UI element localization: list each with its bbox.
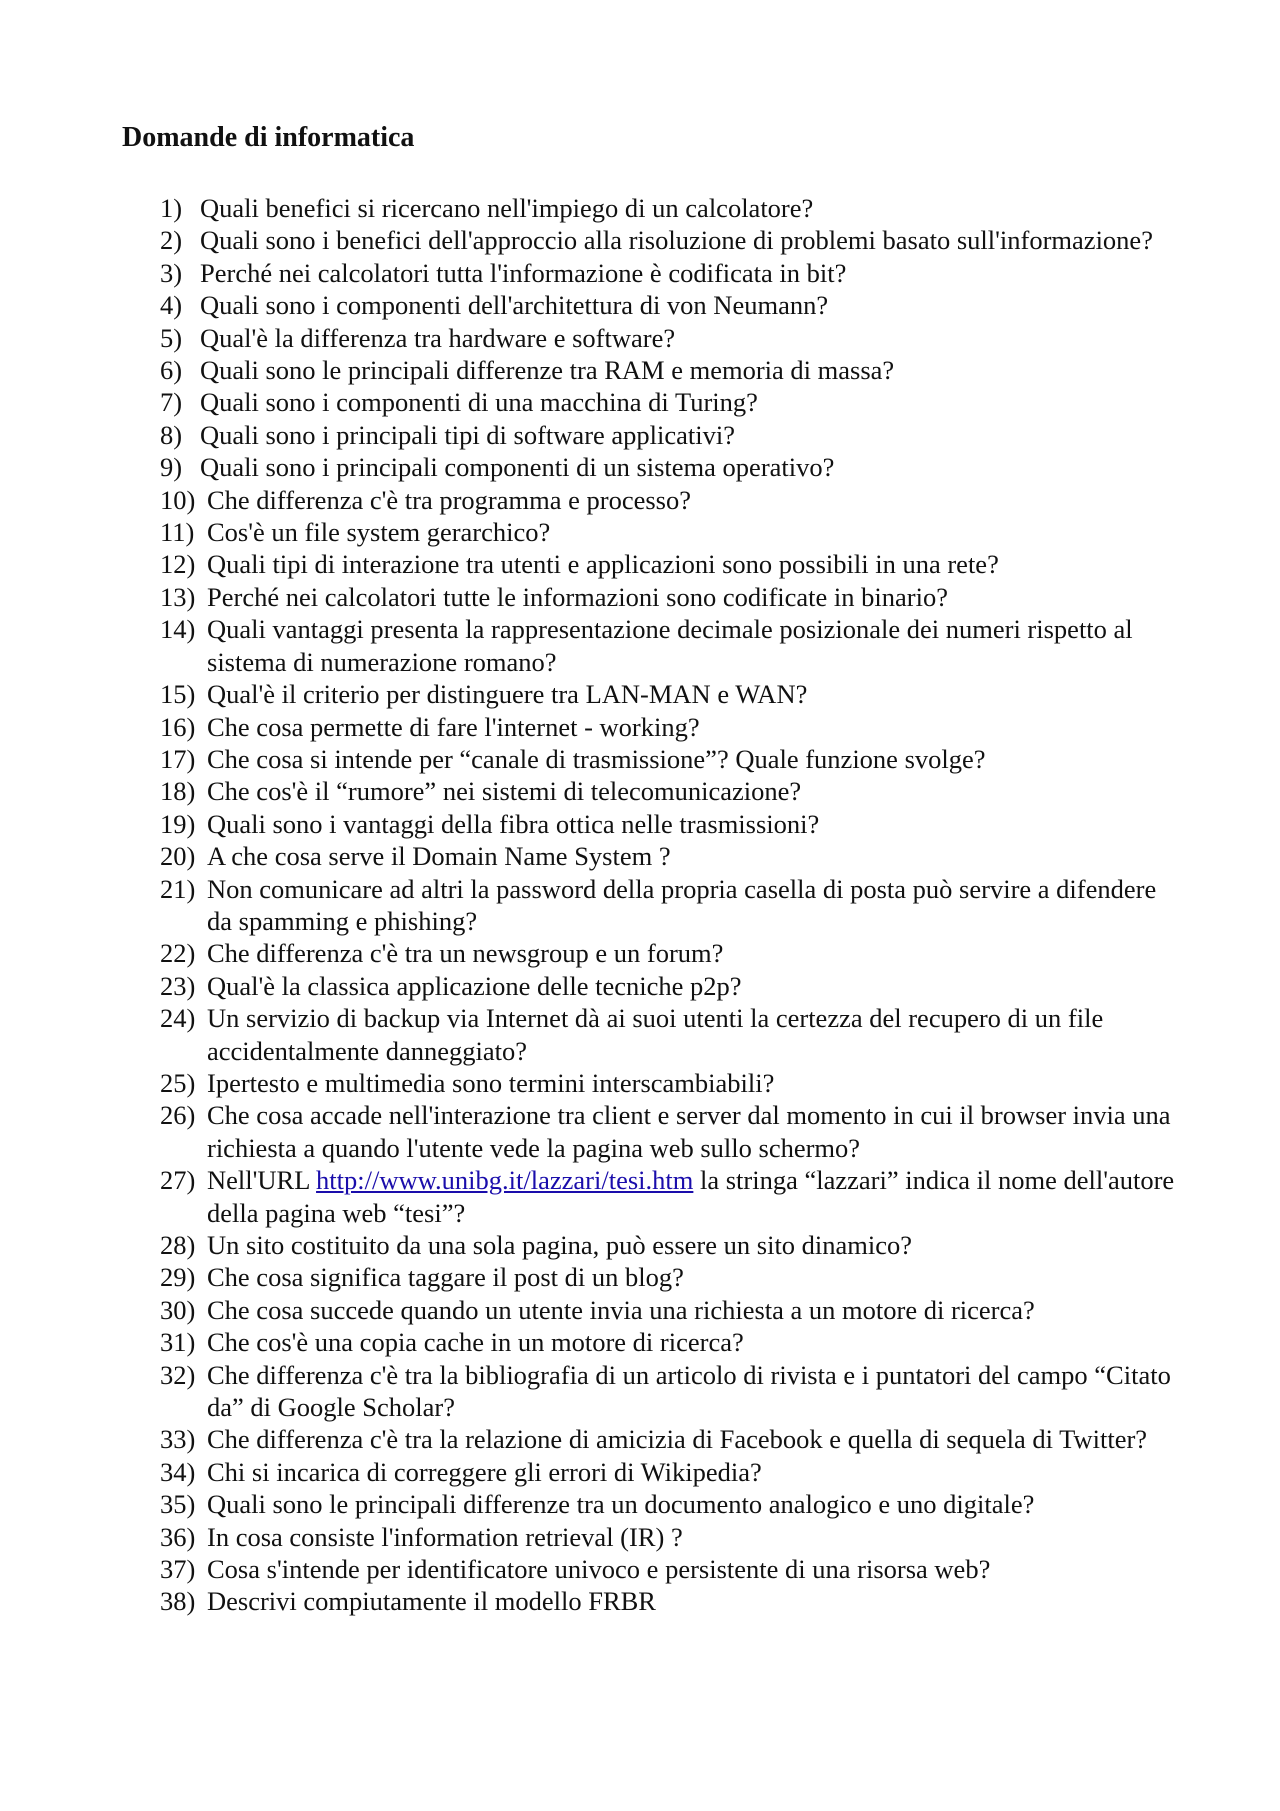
question-text bbox=[207, 1164, 1180, 1229]
question-item bbox=[160, 743, 1180, 775]
question-number: 18) bbox=[160, 776, 196, 807]
question-text: Chi si incarica di correggere gli errori di Wikipedia? bbox=[207, 1456, 762, 1487]
question-number: 27) bbox=[160, 1165, 196, 1196]
question-text: Che cosa significa taggare il post di un blog? bbox=[207, 1262, 684, 1293]
question-number: 13) bbox=[160, 581, 196, 612]
question-item bbox=[160, 1359, 1180, 1424]
question-text-before-link: Nell'URL bbox=[207, 1165, 317, 1196]
question-text: Perché nei calcolatori tutte le informazioni sono codificate in binario? bbox=[207, 581, 948, 612]
question-item bbox=[160, 1229, 1180, 1261]
question-number: 37) bbox=[160, 1554, 196, 1585]
question-item bbox=[160, 192, 1180, 224]
question-item bbox=[160, 484, 1180, 516]
question-text: Quali sono i principali tipi di software applicativi? bbox=[200, 419, 736, 450]
question-text: Quali sono i componenti dell'architettura di von Neumann? bbox=[200, 290, 829, 321]
question-item bbox=[160, 289, 1180, 321]
question-text: In cosa consiste l'information retrieval (IR) ? bbox=[207, 1521, 683, 1552]
question-item bbox=[160, 937, 1180, 969]
question-number: 38) bbox=[160, 1586, 196, 1617]
url-link[interactable]: http://www.unibg.it/lazzari/tesi.htm bbox=[316, 1165, 694, 1196]
question-text: Qual'è il criterio per distinguere tra LAN-MAN e WAN? bbox=[207, 679, 808, 710]
question-text: Quali sono i vantaggi della fibra ottica nelle trasmissioni? bbox=[207, 808, 820, 839]
question-item bbox=[160, 1164, 1180, 1229]
question-number: 26) bbox=[160, 1100, 196, 1131]
question-list bbox=[160, 192, 1180, 1618]
question-item bbox=[160, 970, 1180, 1002]
question-number: 36) bbox=[160, 1521, 196, 1552]
question-number: 22) bbox=[160, 938, 196, 969]
question-item bbox=[160, 1002, 1180, 1067]
question-item bbox=[160, 1326, 1180, 1358]
question-number: 17) bbox=[160, 743, 196, 774]
question-item bbox=[160, 1456, 1180, 1488]
question-item bbox=[160, 840, 1180, 872]
question-item bbox=[160, 711, 1180, 743]
question-number: 25) bbox=[160, 1067, 196, 1098]
question-number: 7) bbox=[160, 387, 183, 418]
question-text: Che differenza c'è tra un newsgroup e un forum? bbox=[207, 938, 724, 969]
question-number: 11) bbox=[160, 517, 195, 548]
question-text: Qual'è la classica applicazione delle tecniche p2p? bbox=[207, 970, 742, 1001]
question-item bbox=[160, 1067, 1180, 1099]
question-number: 21) bbox=[160, 873, 196, 904]
question-number: 34) bbox=[160, 1456, 196, 1487]
question-number: 10) bbox=[160, 484, 196, 515]
question-item bbox=[160, 451, 1180, 483]
question-text: Quali sono le principali differenze tra RAM e memoria di massa? bbox=[200, 355, 895, 386]
question-number: 12) bbox=[160, 549, 196, 580]
question-text: Quali tipi di interazione tra utenti e applicazioni sono possibili in una rete? bbox=[207, 549, 999, 580]
question-number: 5) bbox=[160, 322, 183, 353]
question-text: Ipertesto e multimedia sono termini interscambiabili? bbox=[207, 1067, 775, 1098]
question-item bbox=[160, 419, 1180, 451]
question-text: Un servizio di backup via Internet dà ai suoi utenti la certezza del recupero di un file accidentalmente danneggiato? bbox=[207, 1003, 1104, 1066]
question-number: 28) bbox=[160, 1230, 196, 1260]
page-title: Domande di informatica bbox=[122, 122, 415, 153]
question-item bbox=[160, 1488, 1180, 1520]
question-text: Che cos'è il “rumore” nei sistemi di telecomunicazione? bbox=[207, 776, 802, 807]
question-item bbox=[160, 354, 1180, 386]
question-text: Qual'è la differenza tra hardware e software? bbox=[200, 322, 676, 353]
question-number: 4) bbox=[160, 290, 183, 321]
question-item bbox=[160, 1261, 1180, 1293]
question-item bbox=[160, 1099, 1180, 1164]
question-text: Quali sono i componenti di una macchina di Turing? bbox=[200, 387, 758, 418]
question-number: 20) bbox=[160, 841, 196, 872]
question-text: Che differenza c'è tra la relazione di amicizia di Facebook e quella di sequela di Twitter? bbox=[207, 1424, 1148, 1455]
question-number: 19) bbox=[160, 808, 196, 839]
question-text-after-link: la stringa “lazzari” indica il nome dell'autore della pagina web “tesi”? bbox=[207, 1165, 1181, 1228]
question-text: Quali benefici si ricercano nell'impiego di un calcolatore? bbox=[200, 193, 814, 223]
question-item bbox=[160, 386, 1180, 418]
question-item bbox=[160, 1521, 1180, 1553]
question-text: A che cosa serve il Domain Name System ? bbox=[207, 841, 671, 872]
question-item bbox=[160, 581, 1180, 613]
question-number: 3) bbox=[160, 257, 183, 288]
question-item bbox=[160, 808, 1180, 840]
question-item bbox=[160, 678, 1180, 710]
question-text: Che cosa accade nell'interazione tra client e server dal momento in cui il browser invia una richiesta a quando l'utente vede la pagina web sullo schermo? bbox=[207, 1100, 1171, 1163]
question-text: Non comunicare ad altri la password della propria casella di posta può servire a difendere da spamming e phishing? bbox=[207, 873, 1157, 936]
question-text: Cos'è un file system gerarchico? bbox=[207, 517, 551, 548]
question-number: 6) bbox=[160, 355, 183, 386]
question-number: 8) bbox=[160, 419, 183, 450]
question-number: 14) bbox=[160, 614, 196, 645]
question-text: Cosa s'intende per identificatore univoco e persistente di una risorsa web? bbox=[207, 1554, 991, 1585]
question-item bbox=[160, 322, 1180, 354]
question-number: 31) bbox=[160, 1327, 196, 1358]
question-number: 32) bbox=[160, 1359, 196, 1390]
question-number: 15) bbox=[160, 679, 196, 710]
question-text: Che cosa permette di fare l'internet - working? bbox=[207, 711, 700, 742]
question-text: Quali sono i benefici dell'approccio alla risoluzione di problemi basato sull'informazione? bbox=[200, 225, 1153, 256]
question-number: 9) bbox=[160, 452, 183, 483]
question-number: 35) bbox=[160, 1489, 196, 1520]
question-text: Descrivi compiutamente il modello FRBR bbox=[207, 1586, 656, 1617]
question-text: Che cosa succede quando un utente invia una richiesta a un motore di ricerca? bbox=[207, 1294, 1035, 1325]
question-number: 33) bbox=[160, 1424, 196, 1455]
question-number: 16) bbox=[160, 711, 196, 742]
question-item bbox=[160, 613, 1180, 678]
question-text: Quali sono le principali differenze tra un documento analogico e uno digitale? bbox=[207, 1489, 1035, 1520]
question-item bbox=[160, 548, 1180, 580]
question-number: 23) bbox=[160, 970, 196, 1001]
question-text: Che cosa si intende per “canale di trasmissione”? Quale funzione svolge? bbox=[207, 743, 986, 774]
question-item bbox=[160, 516, 1180, 548]
question-number: 2) bbox=[160, 225, 183, 256]
question-number: 29) bbox=[160, 1262, 196, 1293]
question-item bbox=[160, 775, 1180, 807]
question-text: Che cos'è una copia cache in un motore di ricerca? bbox=[207, 1327, 744, 1358]
question-text: Che differenza c'è tra la bibliografia di un articolo di rivista e i puntatori del campo “Citato da” di Google Scholar? bbox=[207, 1359, 1171, 1423]
question-item bbox=[160, 1585, 1180, 1617]
question-item bbox=[160, 224, 1180, 256]
question-item bbox=[160, 1553, 1180, 1585]
question-number: 1) bbox=[160, 193, 183, 223]
question-item bbox=[160, 1423, 1180, 1455]
question-number: 24) bbox=[160, 1003, 196, 1034]
question-item bbox=[160, 257, 1180, 289]
question-number: 30) bbox=[160, 1294, 196, 1325]
question-text: Che differenza c'è tra programma e processo? bbox=[207, 484, 691, 515]
question-text: Quali sono i principali componenti di un sistema operativo? bbox=[200, 452, 835, 483]
question-item bbox=[160, 1294, 1180, 1326]
question-text: Un sito costituito da una sola pagina, può essere un sito dinamico? bbox=[207, 1230, 913, 1260]
question-item bbox=[160, 873, 1180, 938]
question-text: Quali vantaggi presenta la rappresentazione decimale posizionale dei numeri rispetto al sistema di numerazione romano? bbox=[207, 614, 1133, 677]
question-text: Perché nei calcolatori tutta l'informazione è codificata in bit? bbox=[200, 257, 847, 288]
